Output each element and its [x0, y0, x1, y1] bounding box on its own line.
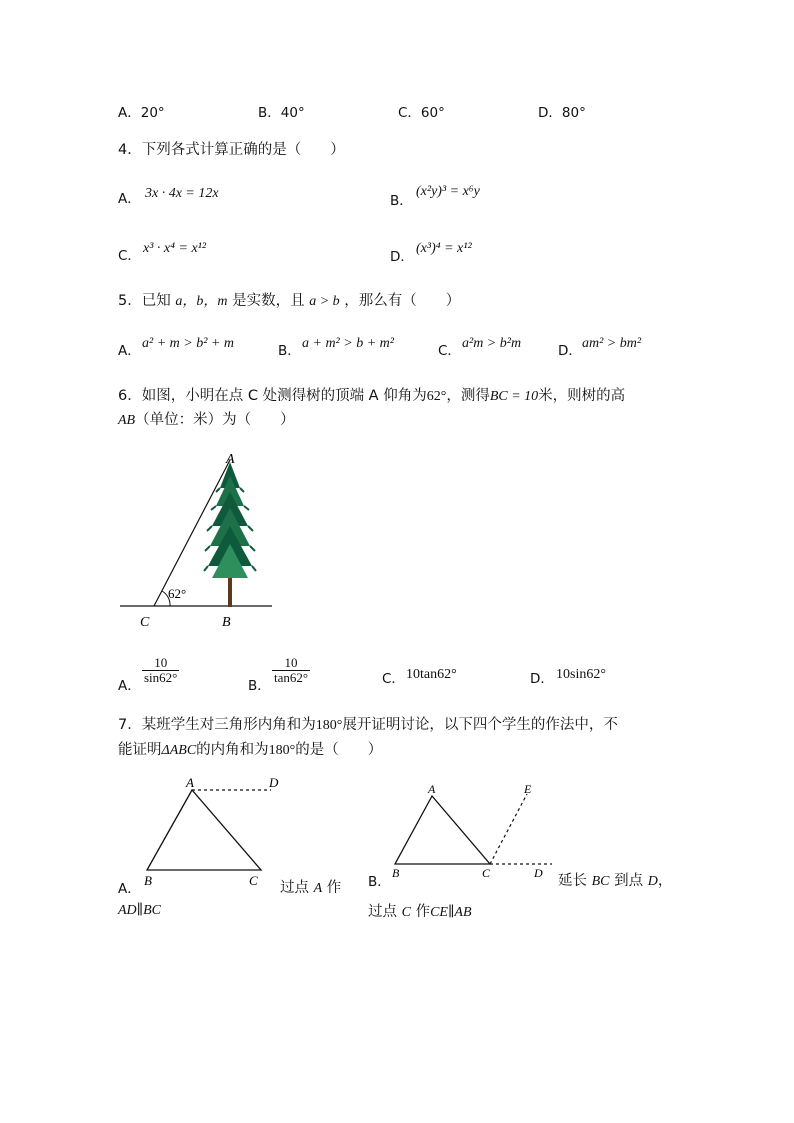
- q5-stem: [118, 289, 460, 310]
- q5-option-d-label: D．: [558, 343, 582, 359]
- q6-a-denominator: sin62°: [144, 670, 178, 685]
- q6-line1-pre: 6．如图，小明在点 C 处测得树的顶端 A 仰角为: [118, 388, 427, 404]
- q7-deg: 180°: [315, 718, 343, 733]
- q7-option-a-condition: AD∥BC: [118, 903, 162, 918]
- q7-b-text2-post: 作: [415, 904, 431, 920]
- q5-condition: a > b: [309, 294, 340, 309]
- q4-option-c-expr: x³ · x⁴ = x¹²: [143, 241, 207, 256]
- q5-vars: a，b，m: [175, 294, 228, 309]
- q4-stem: 4．下列各式计算正确的是（ ）: [118, 142, 345, 158]
- q3-option-b: B．40°: [258, 105, 305, 121]
- q5-option-c-label: C．: [438, 343, 461, 359]
- q6-option-b-fraction: [272, 656, 310, 685]
- q3-option-c: C．60°: [398, 105, 445, 121]
- q7-a-text-post: 作: [326, 880, 342, 896]
- q4-option-b-expr: (x²y)³ = x⁶y: [416, 184, 480, 199]
- q6-b-denominator: tan62°: [274, 670, 309, 685]
- q6-stem-line1: [118, 384, 625, 405]
- q7-b-text2-pre: 过点: [368, 904, 397, 920]
- fig-b-label-e: E: [524, 782, 532, 796]
- q3-option-d: D．80°: [538, 105, 586, 121]
- q5-option-a-expr: a² + m > b² + m: [142, 336, 234, 351]
- q3-option-a: A．20°: [118, 105, 165, 121]
- q5-option-d-expr: am² > bm²: [582, 336, 642, 351]
- q7-figure-a: [135, 772, 285, 890]
- q7-b-text1-mid: 到点: [614, 873, 644, 889]
- q7-b-text1-pre: 延长: [558, 873, 587, 889]
- q6-a-numerator: 10: [142, 656, 179, 671]
- q4-option-a-expr: 3x · 4x = 12x: [145, 186, 219, 201]
- q6-line1-mid: ，测得: [446, 388, 490, 404]
- q5-option-c-expr: a²m > b²m: [462, 336, 522, 351]
- q6-ab: AB: [118, 413, 136, 428]
- fig-b-label-c: C: [482, 866, 491, 880]
- q4-option-d-expr: (x³)⁴ = x¹²: [416, 241, 472, 256]
- q5-option-a-label: A．: [118, 343, 141, 359]
- q7-line2-pre: 能证明: [118, 742, 162, 758]
- tree-icon: [204, 462, 256, 607]
- q7-stem-line2: [118, 738, 382, 759]
- q7-option-a-label: A．: [118, 881, 141, 897]
- fig-b-label-b: B: [392, 866, 400, 880]
- q7-b-text1-post: ，: [657, 873, 673, 889]
- q7-option-b-text1: [558, 869, 672, 890]
- q5-option-b-label: B．: [278, 343, 301, 359]
- q4-option-a-label: A．: [118, 191, 141, 207]
- q7-a-text-pre: 过点: [280, 880, 309, 896]
- q5-option-b-expr: a + m² > b + m²: [302, 336, 394, 351]
- q7-line1-post: 展开证明讨论，以下四个学生的作法中，不: [342, 717, 618, 733]
- q6-option-a-label: A．: [118, 678, 141, 694]
- triangle-abc: [147, 790, 261, 870]
- q6-option-c-label: C．: [382, 671, 405, 687]
- label-angle: 62°: [168, 586, 187, 601]
- q6-angle: 62°: [426, 389, 447, 404]
- q6-b-numerator: 10: [272, 656, 310, 671]
- q7-option-b-label: B．: [368, 874, 391, 890]
- q7-b-text1-var2: D: [647, 874, 658, 889]
- q5-stem-pre: 5．已知: [118, 293, 171, 309]
- q7-line2-post: 的是（ ）: [295, 742, 383, 758]
- q6-line2-post: （单位：米）为（ ）: [135, 412, 295, 428]
- fig-a-label-b: B: [144, 873, 152, 888]
- q6-option-d-label: D．: [530, 671, 554, 687]
- q6-line1-post: 米，则树的高: [538, 388, 626, 404]
- q4-option-d-label: D．: [390, 249, 414, 265]
- q4-option-b-label: B．: [390, 193, 413, 209]
- q6-option-b-label: B．: [248, 678, 271, 694]
- fig-b-label-a: A: [428, 782, 436, 796]
- q6-option-c-expr: 10tan62°: [406, 667, 457, 682]
- q7-stem-line1: [118, 713, 618, 734]
- q7-option-b-text2: [368, 900, 472, 921]
- line-ce: [490, 794, 527, 864]
- q7-b-text1-var: BC: [591, 874, 610, 889]
- q7-line1-pre: 7．某班学生对三角形内角和为: [118, 717, 316, 733]
- q7-option-a-text: [280, 876, 341, 897]
- q7-b-condition: CE∥AB: [430, 905, 472, 920]
- q5-stem-post: ，那么有（ ）: [344, 293, 461, 309]
- label-b: B: [222, 615, 231, 630]
- fig-a-label-a: A: [186, 775, 194, 790]
- triangle-abc: [395, 796, 490, 864]
- label-c: C: [140, 615, 150, 630]
- fig-a-label-d: D: [269, 775, 279, 790]
- q6-tree-figure: [112, 448, 282, 633]
- q7-line2-mid: 的内角和为: [196, 742, 269, 758]
- q7-b-text2-var: C: [401, 905, 411, 920]
- q6-option-d-expr: 10sin62°: [556, 667, 606, 682]
- q4-option-c-label: C．: [118, 248, 141, 264]
- q6-option-a-fraction: [142, 656, 179, 685]
- q6-condition: BC = 10: [489, 389, 539, 404]
- q7-a-text-var: A: [313, 881, 323, 896]
- fig-a-label-c: C: [249, 873, 258, 888]
- q7-deg2: 180°: [268, 743, 296, 758]
- q5-stem-mid: 是实数，且: [232, 293, 305, 309]
- q6-stem-line2: [118, 408, 295, 429]
- q7-figure-b: [388, 778, 558, 886]
- label-a: A: [226, 452, 235, 467]
- q7-triangle: ΔABC: [161, 743, 197, 758]
- fig-b-label-d: D: [534, 866, 543, 880]
